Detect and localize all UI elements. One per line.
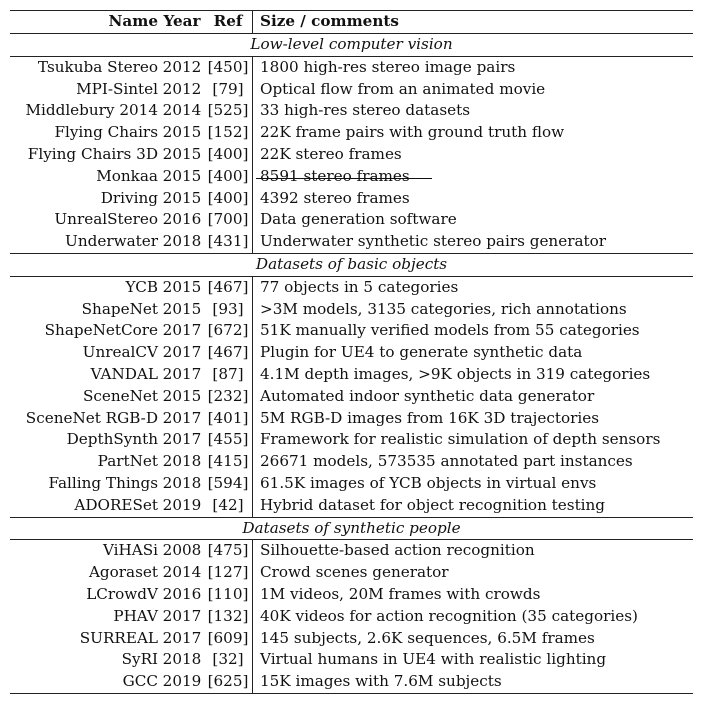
dataset-name: SURREAL bbox=[79, 628, 158, 647]
dataset-name: MPI-Sintel bbox=[76, 79, 158, 98]
dataset-size: Hybrid dataset for object recognition testing bbox=[260, 495, 606, 514]
table-row bbox=[10, 276, 693, 298]
dataset-year: 2012 bbox=[162, 79, 202, 98]
dataset-ref: [110] bbox=[204, 584, 253, 606]
dataset-size bbox=[253, 166, 694, 188]
dataset-name: ShapeNet bbox=[81, 299, 158, 318]
dataset-size: 61.5K images of YCB objects in virtual envs bbox=[260, 473, 597, 492]
dataset-name: ADORESet bbox=[74, 495, 158, 514]
dataset-name: UnrealCV bbox=[82, 343, 158, 362]
table-row bbox=[10, 100, 693, 122]
dataset-ref: [525] bbox=[204, 100, 253, 122]
dataset-name: Flying Chairs bbox=[54, 123, 158, 142]
dataset-size: 5M RGB-D images from 16K 3D trajectories bbox=[260, 408, 600, 427]
dataset-name: ViHASi bbox=[102, 541, 158, 560]
dataset-year: 2008 bbox=[162, 541, 202, 560]
dataset-name: Flying Chairs 3D bbox=[27, 144, 158, 163]
table-row bbox=[10, 628, 693, 650]
header-row bbox=[10, 11, 693, 34]
dataset-ref: [42] bbox=[204, 495, 253, 517]
dataset-ref: [625] bbox=[204, 671, 253, 693]
dataset-year: 2019 bbox=[160, 671, 204, 693]
dataset-name: YCB bbox=[125, 277, 158, 296]
dataset-year: 2014 bbox=[162, 101, 202, 120]
dataset-size: Silhouette-based action recognition bbox=[260, 541, 535, 560]
dataset-name: LCrowdV bbox=[86, 584, 158, 603]
dataset-ref: [467] bbox=[204, 342, 253, 364]
dataset-size: Plugin for UE4 to generate synthetic data bbox=[260, 343, 583, 362]
dataset-year: 2017 bbox=[162, 364, 202, 383]
dataset-ref: [475] bbox=[204, 540, 253, 562]
dataset-name: ShapeNetCore bbox=[44, 321, 158, 340]
dataset-year: 2017 bbox=[162, 408, 202, 427]
dataset-name: Monkaa bbox=[96, 166, 158, 185]
dataset-size: Optical flow from an animated movie bbox=[260, 79, 546, 98]
dataset-year: 2015 bbox=[162, 188, 202, 207]
dataset-ref: [467] bbox=[204, 276, 253, 298]
table-row bbox=[10, 473, 693, 495]
table-row bbox=[10, 79, 693, 101]
dataset-name: UnrealStereo bbox=[54, 210, 158, 229]
table-row bbox=[10, 451, 693, 473]
table-row bbox=[10, 606, 693, 628]
table-row bbox=[10, 188, 693, 210]
dataset-ref: [609] bbox=[204, 628, 253, 650]
dataset-size: 1800 high-res stereo image pairs bbox=[260, 57, 516, 76]
dataset-ref: [415] bbox=[204, 451, 253, 473]
table-row bbox=[10, 144, 693, 166]
dataset-ref: [455] bbox=[204, 429, 253, 451]
dataset-ref: [672] bbox=[204, 320, 253, 342]
dataset-size: 145 subjects, 2.6K sequences, 6.5M frames bbox=[260, 628, 595, 647]
dataset-size: 15K images with 7.6M subjects bbox=[253, 671, 694, 693]
table-row bbox=[10, 562, 693, 584]
dataset-ref: [93] bbox=[204, 299, 253, 321]
dataset-ref: [127] bbox=[204, 562, 253, 584]
dataset-year: 2016 bbox=[162, 584, 202, 603]
section-title: Datasets of basic objects bbox=[10, 253, 693, 276]
section-row bbox=[10, 253, 693, 276]
strikethrough-line bbox=[256, 178, 432, 179]
dataset-name: PartNet bbox=[97, 452, 158, 471]
dataset-name: SceneNet RGB-D bbox=[25, 408, 158, 427]
section-title: Datasets of synthetic people bbox=[10, 517, 693, 540]
dataset-ref: [32] bbox=[204, 649, 253, 671]
dataset-name: SceneNet bbox=[82, 386, 158, 405]
table-row bbox=[10, 342, 693, 364]
dataset-year: 2018 bbox=[162, 452, 202, 471]
table-row bbox=[10, 540, 693, 562]
dataset-size: Framework for realistic simulation of depth sensors bbox=[260, 430, 661, 449]
table-row bbox=[10, 408, 693, 430]
dataset-name: PHAV bbox=[113, 606, 158, 625]
dataset-year: 2015 bbox=[162, 277, 202, 296]
dataset-ref: [594] bbox=[204, 473, 253, 495]
table-row bbox=[10, 495, 693, 517]
dataset-ref: [431] bbox=[204, 231, 253, 253]
dataset-year: 2017 bbox=[162, 430, 202, 449]
dataset-size: Underwater synthetic stereo pairs generator bbox=[260, 232, 607, 251]
dataset-year: 2015 bbox=[162, 299, 202, 318]
dataset-ref: [79] bbox=[204, 79, 253, 101]
header-ref: Ref bbox=[204, 11, 253, 34]
section-title: Low-level computer vision bbox=[10, 34, 693, 57]
table-row bbox=[10, 386, 693, 408]
dataset-name: GCC bbox=[10, 671, 160, 693]
dataset-size: 40K videos for action recognition (35 categories) bbox=[260, 606, 638, 625]
dataset-ref: [87] bbox=[204, 364, 253, 386]
dataset-size: Crowd scenes generator bbox=[260, 563, 449, 582]
dataset-year: 2017 bbox=[162, 606, 202, 625]
dataset-name: VANDAL bbox=[90, 364, 158, 383]
dataset-ref: [132] bbox=[204, 606, 253, 628]
dataset-ref: [400] bbox=[204, 144, 253, 166]
section-row bbox=[10, 517, 693, 540]
table-row bbox=[10, 209, 693, 231]
dataset-ref: [450] bbox=[204, 56, 253, 78]
dataset-ref: [401] bbox=[204, 408, 253, 430]
dataset-size: 4.1M depth images, >9K objects in 319 categories bbox=[260, 364, 651, 383]
dataset-ref: [400] bbox=[204, 188, 253, 210]
dataset-ref: [232] bbox=[204, 386, 253, 408]
table-row bbox=[10, 320, 693, 342]
table-row bbox=[10, 166, 693, 188]
dataset-year: 2018 bbox=[162, 473, 202, 492]
dataset-ref: [700] bbox=[204, 209, 253, 231]
dataset-year: 2016 bbox=[162, 210, 202, 229]
dataset-name: Falling Things bbox=[48, 473, 158, 492]
dataset-name: DepthSynth bbox=[66, 430, 158, 449]
dataset-size: Data generation software bbox=[260, 210, 457, 229]
table-row bbox=[10, 364, 693, 386]
dataset-year: 2015 bbox=[162, 386, 202, 405]
dataset-size: Automated indoor synthetic data generator bbox=[260, 386, 595, 405]
table-row bbox=[10, 429, 693, 451]
table-row bbox=[10, 56, 693, 78]
dataset-size: 26671 models, 573535 annotated part instances bbox=[260, 452, 633, 471]
datasets-table bbox=[10, 10, 693, 694]
dataset-ref: [152] bbox=[204, 122, 253, 144]
dataset-ref: [400] bbox=[204, 166, 253, 188]
dataset-year: 2018 bbox=[162, 232, 202, 251]
table-row bbox=[10, 649, 693, 671]
dataset-year: 2017 bbox=[162, 343, 202, 362]
dataset-year: 2019 bbox=[162, 495, 202, 514]
dataset-size: 4392 stereo frames bbox=[260, 188, 410, 207]
table-row bbox=[10, 122, 693, 144]
dataset-year: 2014 bbox=[162, 563, 202, 582]
dataset-name: Middlebury 2014 bbox=[25, 101, 158, 120]
dataset-size: >3M models, 3135 categories, rich annotations bbox=[260, 299, 627, 318]
dataset-size: 22K stereo frames bbox=[260, 144, 402, 163]
dataset-name: Agoraset bbox=[88, 563, 158, 582]
dataset-name: SyRI bbox=[121, 650, 158, 669]
dataset-year: 2012 bbox=[162, 57, 202, 76]
dataset-year: 2018 bbox=[162, 650, 202, 669]
dataset-size: 1M videos, 20M frames with crowds bbox=[260, 584, 541, 603]
dataset-size-text: 8591 stereo frames bbox=[260, 166, 410, 185]
dataset-year: 2015 bbox=[162, 166, 202, 185]
dataset-name: Tsukuba Stereo bbox=[37, 57, 158, 76]
dataset-name: Driving bbox=[100, 188, 158, 207]
dataset-size: 77 objects in 5 categories bbox=[260, 277, 459, 296]
header-size: Size / comments bbox=[253, 11, 694, 34]
header-year: Year bbox=[160, 11, 204, 34]
table-row bbox=[10, 671, 693, 693]
dataset-size: 51K manually verified models from 55 categories bbox=[260, 321, 640, 340]
table-body bbox=[10, 34, 693, 694]
header-name: Name bbox=[10, 11, 160, 34]
dataset-name: Underwater bbox=[65, 232, 158, 251]
dataset-year: 2017 bbox=[162, 321, 202, 340]
dataset-size: 22K frame pairs with ground truth flow bbox=[260, 123, 565, 142]
dataset-year: 2017 bbox=[162, 628, 202, 647]
table-row bbox=[10, 231, 693, 253]
dataset-size: 33 high-res stereo datasets bbox=[260, 101, 471, 120]
dataset-year: 2015 bbox=[162, 144, 202, 163]
section-row bbox=[10, 34, 693, 57]
table-row bbox=[10, 584, 693, 606]
table-row bbox=[10, 299, 693, 321]
dataset-size: Virtual humans in UE4 with realistic lighting bbox=[260, 650, 607, 669]
dataset-year: 2015 bbox=[162, 123, 202, 142]
struck-size-text bbox=[260, 166, 410, 188]
